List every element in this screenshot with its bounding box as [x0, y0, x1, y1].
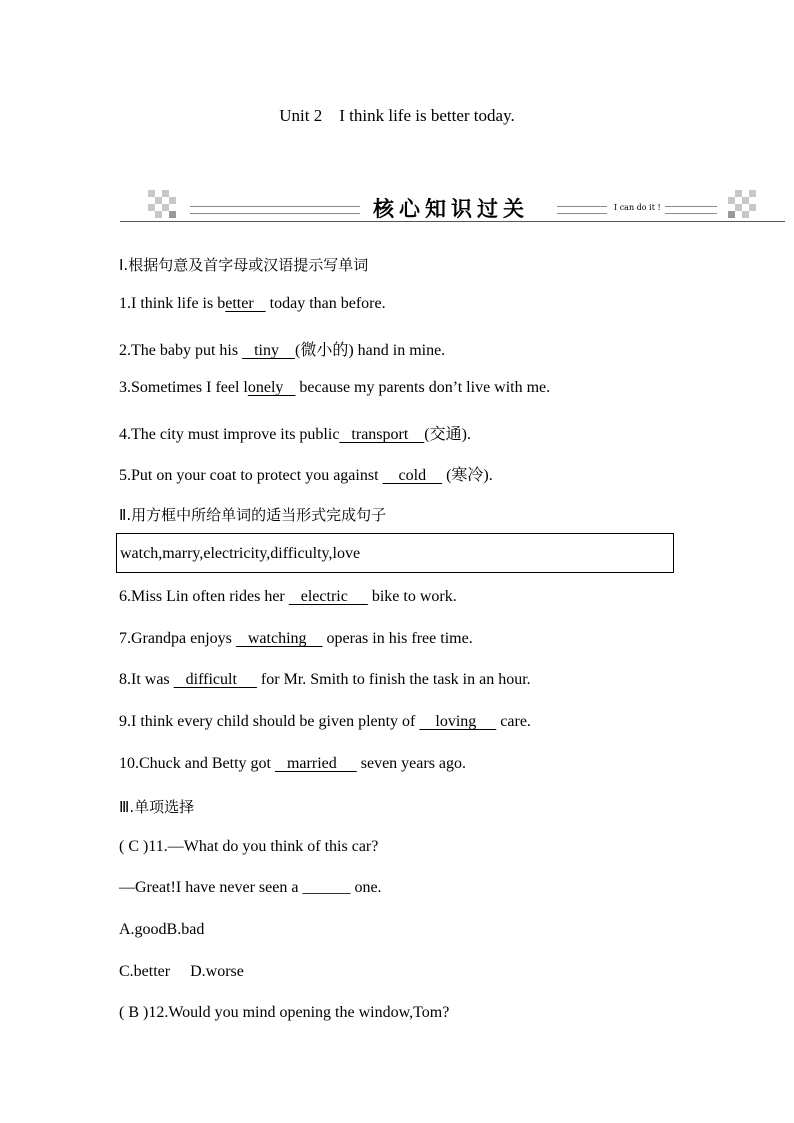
- question-12-stem: ( B )12.Would you mind opening the window,Tom?: [119, 1004, 450, 1021]
- answer-2: tiny: [242, 342, 295, 359]
- section3-heading: Ⅲ.单项选择: [119, 798, 195, 816]
- section1-heading: Ⅰ.根据句意及首字母或汉语提示写单词: [119, 256, 369, 274]
- question-6: 6.Miss Lin often rides her electric bike to work.: [119, 588, 457, 605]
- question-11-options-cd: C.better D.worse: [119, 963, 244, 980]
- answer-1: etter: [225, 295, 266, 312]
- answer-6: electric: [288, 588, 368, 605]
- question-8: 8.It was difficult for Mr. Smith to finish the task in an hour.: [119, 671, 531, 688]
- banner-rule-right: [665, 206, 717, 214]
- answer-4: transport: [339, 426, 425, 443]
- question-11-options-ab: A.goodB.bad: [119, 921, 205, 938]
- answer-5: cold: [382, 467, 443, 484]
- question-5: 5.Put on your coat to protect you against cold (寒冷).: [119, 467, 493, 484]
- word-box: watch,marry,electricity,difficulty,love: [116, 533, 674, 573]
- question-9: 9.I think every child should be given plenty of loving care.: [119, 713, 531, 730]
- answer-10: married: [274, 755, 357, 772]
- answer-9: loving: [419, 713, 497, 730]
- question-2: 2.The baby put his tiny (微小的) hand in mine.: [119, 342, 446, 359]
- question-11-reply: —Great!I have never seen a ______ one.: [119, 879, 382, 896]
- question-4: 4.The city must improve its public transport (交通).: [119, 426, 471, 443]
- question-11-stem: ( C )11.—What do you think of this car?: [119, 838, 379, 855]
- answer-8: difficult: [173, 671, 257, 688]
- banner-rule-mid: [557, 206, 607, 214]
- banner-underline: [120, 221, 785, 222]
- unit-title: Unit 2 I think life is better today.: [279, 106, 515, 125]
- question-1: 1.I think life is better today than before.: [119, 295, 386, 312]
- answer-3: onely: [247, 379, 296, 396]
- checker-decoration-left: [148, 190, 178, 220]
- section-banner: [120, 188, 785, 224]
- checker-decoration-right: [728, 190, 758, 220]
- banner-subtitle: I can do it !: [614, 203, 661, 212]
- banner-rule-left: [190, 206, 360, 214]
- question-7: 7.Grandpa enjoys watching operas in his free time.: [119, 630, 473, 647]
- answer-7: watching: [235, 630, 323, 647]
- question-10: 10.Chuck and Betty got married seven years ago.: [119, 755, 467, 772]
- banner-title: 核心知识过关: [373, 197, 529, 221]
- section2-heading: Ⅱ.用方框中所给单词的适当形式完成句子: [119, 506, 387, 524]
- question-3: 3.Sometimes I feel lonely because my parents don’t live with me.: [119, 379, 551, 396]
